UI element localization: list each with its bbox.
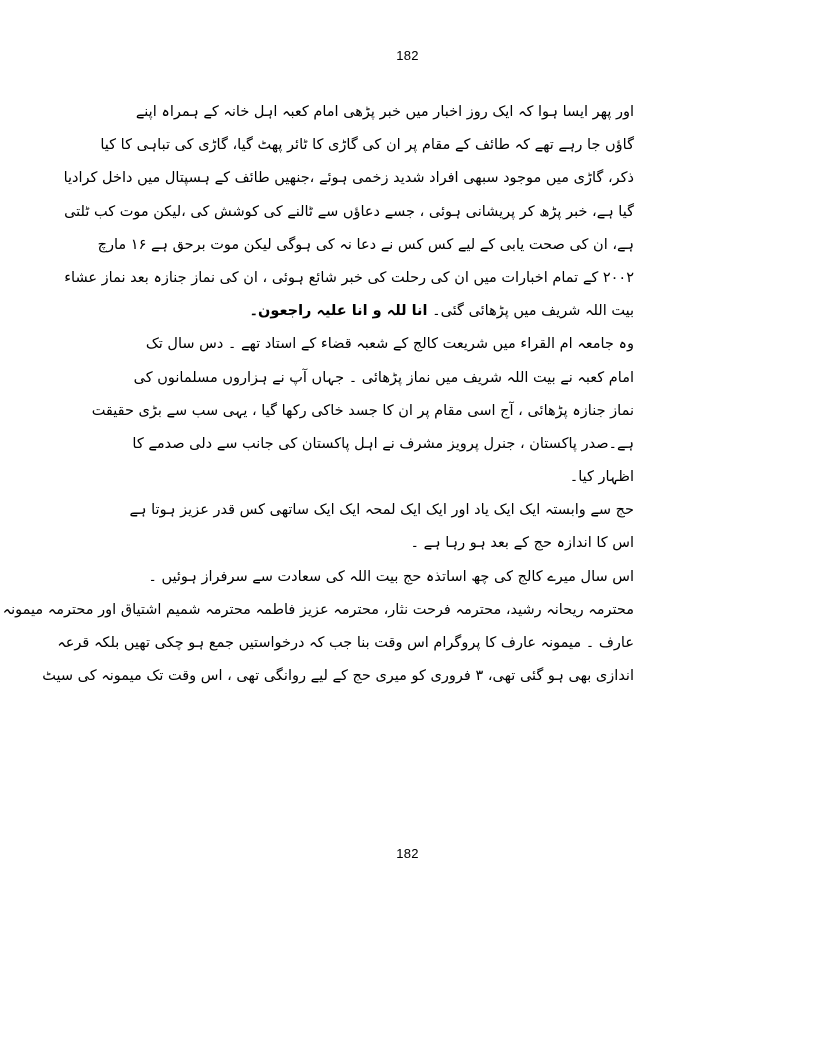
text-line: عارف ۔ میمونہ عارف کا پروگرام اس وقت بنا جب کہ درخواستیں جمع ہو چکی تھیں بلکہ قرعہ (57, 635, 634, 651)
text-line: محترمہ ریحانہ رشید، محترمہ فرحت نثار، محترمہ عزیز فاطمہ محترمہ شمیم اشتیاق اور محترمہ میمونہ (2, 601, 634, 618)
quranic-phrase: انا للہ و انا علیہ راجعون۔ (249, 303, 428, 320)
text-line: ہے، ان کی صحت یابی کے لیے کس کس نے دعا نہ کی ہوگی لیکن موت برحق ہے ۱۶ مارچ (97, 236, 634, 253)
text-line: ذکر، گاڑی میں موجود سبھی افراد شدید زخمی ہوئے ،جنھیں طائف کے ہسپتال میں داخل کرادیا (63, 170, 634, 187)
text-line (182, 295, 634, 328)
text-line: نماز جنازہ پڑھائی ، آج اسی مقام پر ان کا جسد خاکی رکھا گیا ، یہی سب سے بڑی حقیقت (91, 402, 634, 419)
text-line: اس کا اندازہ حج کے بعد ہو رہا ہے ۔ (410, 535, 634, 552)
text-line: گیا ہے، خبر پڑھ کر پریشانی ہوئی ، جسے دعاؤں سے ٹالنے کی کوشش کی ،لیکن موت کب ٹلتی (64, 203, 634, 220)
text-line: امام کعبہ نے بیت اللہ شریف میں نماز پڑھائی ۔ جہاں آپ نے ہزاروں مسلمانوں کی (133, 369, 634, 386)
text-line: اندازی بھی ہو گئی تھی، ۳ فروری کو میری حج کے لیے روانگی تھی ، اس وقت تک میمونہ کی سیٹ (42, 668, 634, 685)
text-line: حج سے وابستہ ایک ایک یاد اور ایک ایک لمحہ ایک ایک ساتھی کس قدر عزیز ہوتا ہے (129, 502, 634, 519)
text-line: ۲۰۰۲ کے تمام اخبارات میں ان کی رحلت کی خبر شائع ہوئی ، ان کی نماز جنازہ بعد نماز عشاء (64, 269, 634, 286)
text-line: اظہار کیا۔ (569, 469, 634, 486)
text-line: اور پھر ایسا ہوا کہ ایک روز اخبار میں خبر پڑھی امام کعبہ اہل خانہ کے ہمراہ اپنے (135, 104, 634, 120)
text-line: ہے۔صدر پاکستان ، جنرل پرویز مشرف نے اہل پاکستان کی جانب سے دلی صدمے کا (132, 435, 634, 452)
page-number-top: 182 (396, 48, 419, 63)
text-line: وہ جامعہ ام القراء میں شریعت کالج کے شعبہ قضاء کے استاد تھے ۔ دس سال تک (145, 336, 634, 353)
text-span: بیت اللہ شریف میں پڑھائی گئی۔ (432, 303, 634, 320)
text-line: گاؤں جا رہے تھے کہ طائف کے مقام پر ان کی گاڑی کا ٹائر پھٹ گیا، گاڑی کی تباہی کا کیا (100, 137, 634, 154)
page-number-bottom: 182 (396, 846, 419, 861)
page-body (2, 96, 634, 693)
text-line: اس سال میرے کالج کی چھ اساتذہ حج بیت اللہ کی سعادت سے سرفراز ہوئیں ۔ (148, 568, 634, 585)
